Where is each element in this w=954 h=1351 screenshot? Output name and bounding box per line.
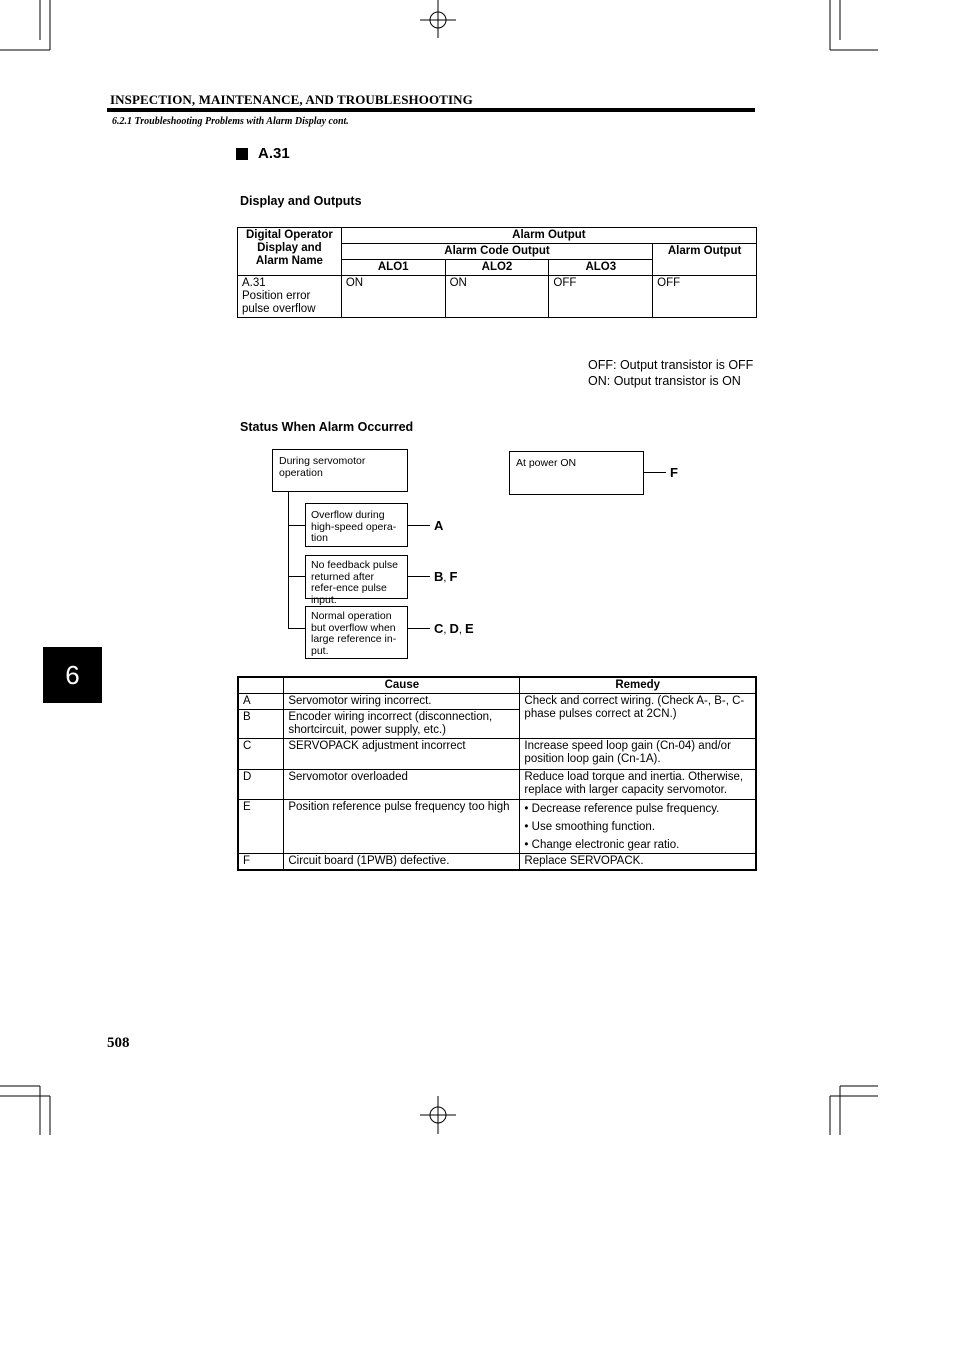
label-overflow: A xyxy=(434,518,444,533)
connector-line xyxy=(408,576,430,577)
remedy-bullet: • Decrease reference pulse frequency. xyxy=(524,803,720,815)
header-rule xyxy=(107,108,755,112)
col-id xyxy=(238,677,284,694)
label-no-feedback: B, F xyxy=(434,569,458,584)
alo3-value: OFF xyxy=(549,276,653,318)
col-alo1: ALO1 xyxy=(341,260,445,276)
connector-line xyxy=(408,525,430,526)
box-normal-operation: Normal operation but overflow when large reference in-put. xyxy=(305,606,408,659)
row-id: B xyxy=(238,710,284,739)
box-at-power-on: At power ON xyxy=(509,451,644,495)
alarm-output-value: OFF xyxy=(653,276,757,318)
legend-on: ON: Output transistor is ON xyxy=(588,374,741,388)
row-cause: Encoder wiring incorrect (disconnection, shortcircuit, power supply, etc.) xyxy=(284,710,520,739)
box-during-operation: During servomotor operation xyxy=(272,449,408,492)
section-title: A.31 xyxy=(258,145,290,162)
row-cause: Servomotor overloaded xyxy=(284,770,520,800)
status-heading: Status When Alarm Occurred xyxy=(240,420,414,434)
connector-line xyxy=(408,628,430,629)
tree-trunk-line xyxy=(288,492,289,628)
col-alo2: ALO2 xyxy=(445,260,549,276)
alarm-name-cell xyxy=(238,276,342,318)
section-bullet-icon xyxy=(236,148,248,160)
display-outputs-table xyxy=(237,227,757,318)
col-alarm-output: Alarm Output xyxy=(341,228,756,244)
display-outputs-heading: Display and Outputs xyxy=(240,194,362,208)
col-digital-operator: Digital Operator Display and Alarm Name xyxy=(238,228,342,276)
page-number: 508 xyxy=(107,1035,130,1051)
col-alarm-code-output: Alarm Code Output xyxy=(341,244,652,260)
legend-off: OFF: Output transistor is OFF xyxy=(588,358,754,372)
alarm-name-line: Position error xyxy=(242,290,311,302)
row-cause: SERVOPACK adjustment incorrect xyxy=(284,739,520,770)
row-id: C xyxy=(238,739,284,770)
connector-line xyxy=(644,472,666,473)
row-id: A xyxy=(238,694,284,710)
row-remedy xyxy=(520,800,756,854)
output-legend xyxy=(588,357,753,389)
tree-branch-line xyxy=(288,576,305,577)
row-remedy: Replace SERVOPACK. xyxy=(520,854,756,871)
box-overflow-high-speed: Overflow during high-speed opera-tion xyxy=(305,503,408,547)
col-remedy: Remedy xyxy=(520,677,756,694)
row-id: E xyxy=(238,800,284,854)
chapter-tab: 6 xyxy=(43,647,102,703)
row-cause: Servomotor wiring incorrect. xyxy=(284,694,520,710)
alarm-name-line: pulse overflow xyxy=(242,303,316,315)
remedy-bullet: • Use smoothing function. xyxy=(524,821,656,833)
row-id: F xyxy=(238,854,284,871)
col-cause: Cause xyxy=(284,677,520,694)
tree-branch-line xyxy=(288,525,305,526)
cause-remedy-table xyxy=(237,676,757,871)
alo1-value: ON xyxy=(341,276,445,318)
row-remedy: Check and correct wiring. (Check A-, B-, C-phase pulses correct at 2CN.) xyxy=(520,694,756,739)
label-power-on: F xyxy=(670,465,678,480)
box-no-feedback: No feedback pulse returned after refer-ence pulse input. xyxy=(305,555,408,599)
tree-branch-line xyxy=(288,628,305,629)
alo2-value: ON xyxy=(445,276,549,318)
running-subheader: 6.2.1 Troubleshooting Problems with Alarm Display cont. xyxy=(112,116,349,127)
alarm-code: A.31 xyxy=(242,277,266,289)
row-id: D xyxy=(238,770,284,800)
row-remedy: Increase speed loop gain (Cn-04) and/or position loop gain (Cn-1A). xyxy=(520,739,756,770)
running-header: INSPECTION, MAINTENANCE, AND TROUBLESHOOTING xyxy=(110,92,473,107)
row-cause: Position reference pulse frequency too high xyxy=(284,800,520,854)
col-alo3: ALO3 xyxy=(549,260,653,276)
row-cause: Circuit board (1PWB) defective. xyxy=(284,854,520,871)
label-normal-operation: C, D, E xyxy=(434,621,474,636)
remedy-bullet: • Change electronic gear ratio. xyxy=(524,839,680,851)
row-remedy: Reduce load torque and inertia. Otherwise, replace with larger capacity servomotor. xyxy=(520,770,756,800)
col-alarm-output-sub: Alarm Output xyxy=(653,244,757,276)
